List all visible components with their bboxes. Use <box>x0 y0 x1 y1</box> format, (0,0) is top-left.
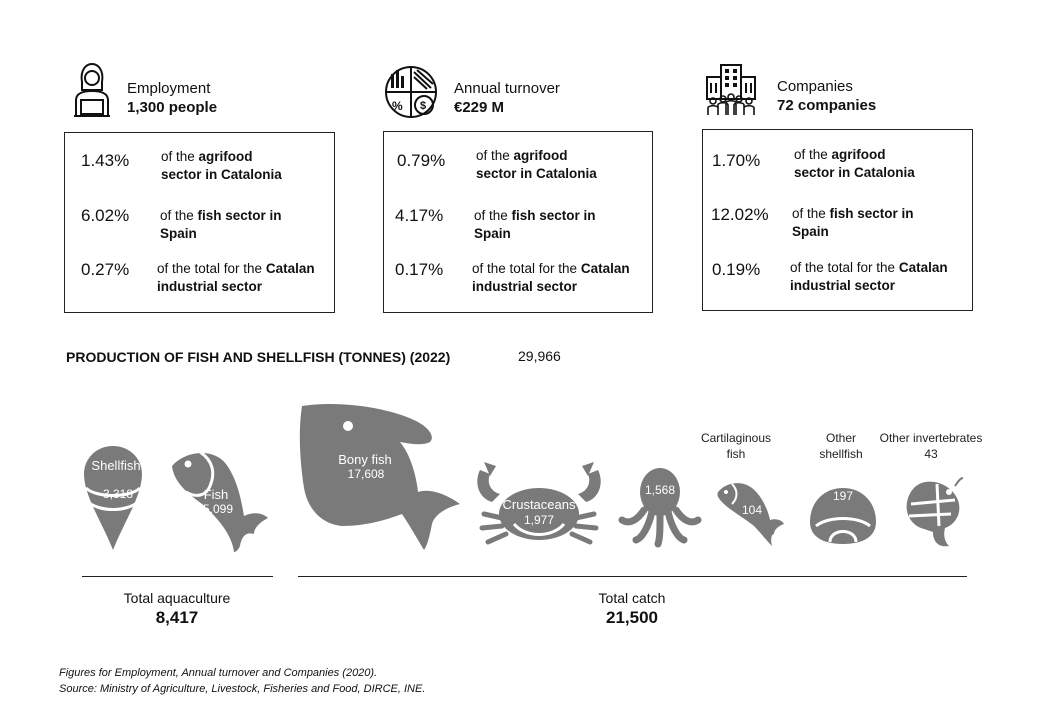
aquaculture-label: Total aquaculture <box>123 590 231 606</box>
stat-pct: 12.02% <box>711 205 769 224</box>
stat-desc: of the fish sector in Spain <box>474 208 596 241</box>
production-title: PRODUCTION OF FISH AND SHELLFISH (TONNES) (2022) <box>66 349 451 365</box>
stat-pct: 1.70% <box>712 151 761 170</box>
stat-desc: of the total for the Catalan industrial sector <box>157 261 315 294</box>
shellfish-value: 3,318 <box>102 487 134 501</box>
stat-pct: 0.27% <box>81 260 130 279</box>
stat-pct: 6.02% <box>81 206 130 225</box>
other-shellfish-value: 197 <box>832 489 854 503</box>
cartilaginous-value: 104 <box>741 503 763 517</box>
companies-value: 72 companies <box>777 97 877 114</box>
footnote-years: Figures for Employment, Annual turnover and Companies (2020). <box>59 667 378 679</box>
catch-rule <box>298 576 967 577</box>
octopus-value: 1,568 <box>644 483 676 497</box>
stat-desc: of the total for the Catalan industrial sector <box>472 261 630 294</box>
fish-name: Fish <box>203 487 229 502</box>
stat-desc: of the agrifood sector in Catalonia <box>161 149 282 182</box>
catch-label: Total catch <box>598 590 666 606</box>
aquaculture-value: 8,417 <box>155 608 199 627</box>
production-total: 29,966 <box>518 348 561 364</box>
svg-text:$: $ <box>420 100 427 112</box>
turnover-label: Annual turnover <box>454 80 560 97</box>
turnover-value: €229 M <box>454 99 505 116</box>
stat-pct: 0.17% <box>395 260 444 279</box>
other-invertebrates-name: Other invertebrates 43 <box>879 431 983 461</box>
person-laptop-icon <box>70 60 114 120</box>
stat-desc: of the agrifood sector in Catalonia <box>794 147 915 180</box>
stat-pct: 1.43% <box>81 151 130 170</box>
bony-fish-value: 17,608 <box>347 467 385 481</box>
shrimp-icon <box>903 478 963 550</box>
other-shellfish-name: Other shellfish <box>819 431 863 461</box>
employment-label: Employment <box>127 80 211 97</box>
stat-pct: 0.79% <box>397 151 446 170</box>
companies-label: Companies <box>777 78 853 95</box>
stat-pct: 0.19% <box>712 260 761 279</box>
stat-desc: of the agrifood sector in Catalonia <box>476 148 597 181</box>
crustaceans-value: 1,977 <box>523 513 555 527</box>
stat-desc: of the fish sector in Spain <box>160 208 282 241</box>
stat-pct: 4.17% <box>395 206 444 225</box>
cartilaginous-name: Cartilaginous fish <box>700 431 772 461</box>
stat-desc: of the fish sector in Spain <box>792 206 914 239</box>
crustaceans-name: Crustaceans <box>502 497 576 512</box>
aquaculture-rule <box>82 576 273 577</box>
shellfish-name: Shellfish <box>91 458 141 473</box>
footnote-source: Source: Ministry of Agriculture, Livestock, Fisheries and Food, DIRCE, INE. <box>59 683 426 695</box>
catch-value: 21,500 <box>606 608 658 627</box>
octopus-icon <box>620 466 700 546</box>
employment-value: 1,300 people <box>127 99 218 116</box>
finance-chart-icon <box>383 64 439 120</box>
building-people-icon <box>703 63 759 117</box>
stat-desc: of the total for the Catalan industrial sector <box>790 260 948 293</box>
svg-text:%: % <box>392 99 403 113</box>
fish-value: 5,099 <box>202 502 234 516</box>
bony-fish-name: Bony fish <box>338 452 392 467</box>
